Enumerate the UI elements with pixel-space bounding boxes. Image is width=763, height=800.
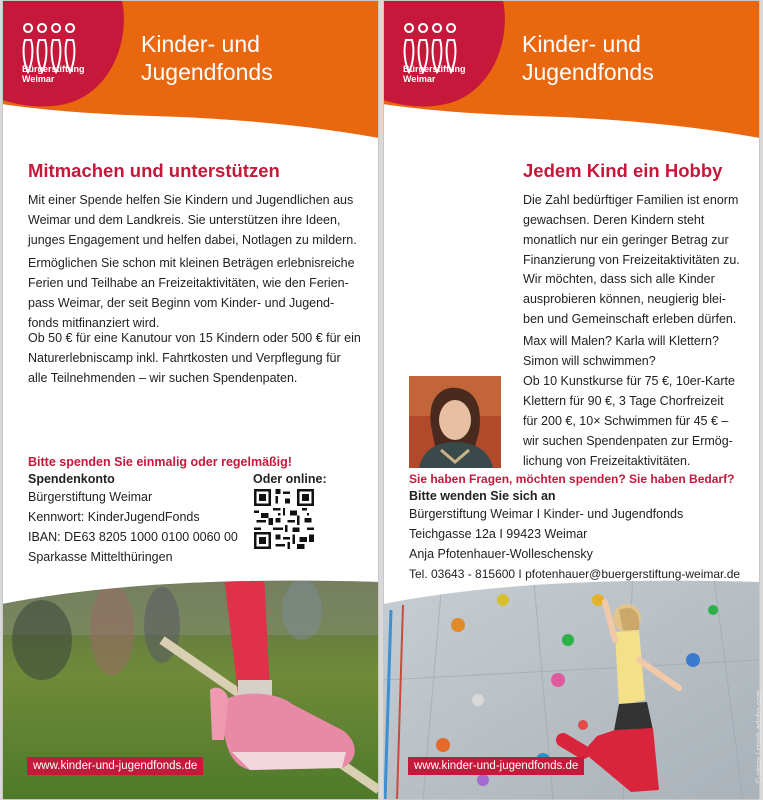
flyer-panel-left [2,0,379,800]
contact-title: Bitte wenden Sie sich an [409,489,556,503]
contact-call-to-action: Sie haben Fragen, möchten spenden? Sie haben Bedarf? [409,472,735,486]
hobby-examples-paragraph: Max will Malen? Karla will Klettern? Simon will schwimmen? Ob 10 Kunstkurse für 75 €, 10er-Karte Klettern für 90 €, 3 Tage Chorfreizeit für 200 €, 10× Schwimmen für 45 € – wir suchen Spendenpaten zur Ermög- lichung von Freizeitaktivitäten. [523,334,735,468]
qr-code-icon[interactable] [254,489,314,549]
brand-name: Bürgerstiftung Weimar [22,64,85,84]
bank-account-details: Bürgerstiftung Weimar Kennwort: KinderJugendFonds IBAN: DE63 8205 1000 0100 0060 00 Sparkasse Mittelthüringen [28,490,238,564]
examples-paragraph: Ob 50 € für eine Kanutour von 15 Kindern oder 500 € für ein Naturerlebniscamp inkl. Fahrtkosten und Verpflegung für alle Teilnehmenden – wir suchen Spendenpaten. [28,331,361,385]
photo-credit: © oksix / stock.adobe.com [754,690,763,784]
account-title: Spendenkonto [28,472,115,486]
section-heading: Mitmachen und unterstützen [28,160,280,181]
need-paragraph: Die Zahl bedürftiger Familien ist enorm gewachsen. Deren Kindern steht monatlich nur ein geringer Betrag zur Finanzierung von Freizeitaktivitäten zu. [523,193,740,267]
section-heading: Jedem Kind ein Hobby [523,160,723,181]
website-url-link[interactable]: www.kinder-und-jugendfonds.de [408,757,584,775]
contact-details: Bürgerstiftung Weimar I Kinder- und Jugendfonds Teichgasse 12a I 99423 Weimar Anja Pfotenhauer-Wolleschensky Tel. 03643 - 815600 I pfotenhauer@buergerstiftung-weimar.de [409,507,741,581]
contact-portrait-photo [409,376,501,468]
header-and-photo-graphics [2,0,379,800]
online-label: Oder online: [253,472,327,486]
flyer-title: Kinder- und Jugendfonds [522,31,654,85]
flyer-title: Kinder- und Jugendfonds [141,31,273,85]
donate-call-to-action: Bitte spenden Sie einmalig oder regelmäßig! [28,455,292,469]
brand-name: Bürgerstiftung Weimar [403,64,466,84]
holiday-paragraph: Ermöglichen Sie schon mit kleinen Beträgen erlebnisreiche Ferien und Teilhabe an Freizeitaktivitäten, wie den Ferien- pass Weimar, der seit Beginn vom Kinder- und Jugend- fonds mitfinanziert wird. [28,256,355,330]
website-url-link[interactable]: www.kinder-und-jugendfonds.de [27,757,203,775]
intro-paragraph: Mit einer Spende helfen Sie Kindern und Jugendlichen aus Weimar und dem Landkreis. Sie unterstützen ihre Ideen, junges Engagement und helfen dabei, Notlagen zu mildern. [28,193,357,247]
flyer-panel-right [383,0,763,800]
goal-paragraph: Wir möchten, dass sich alle Kinder ausprobieren können, neugierig blei- ben und Gemeinschaft erleben dürfen. [523,272,737,326]
